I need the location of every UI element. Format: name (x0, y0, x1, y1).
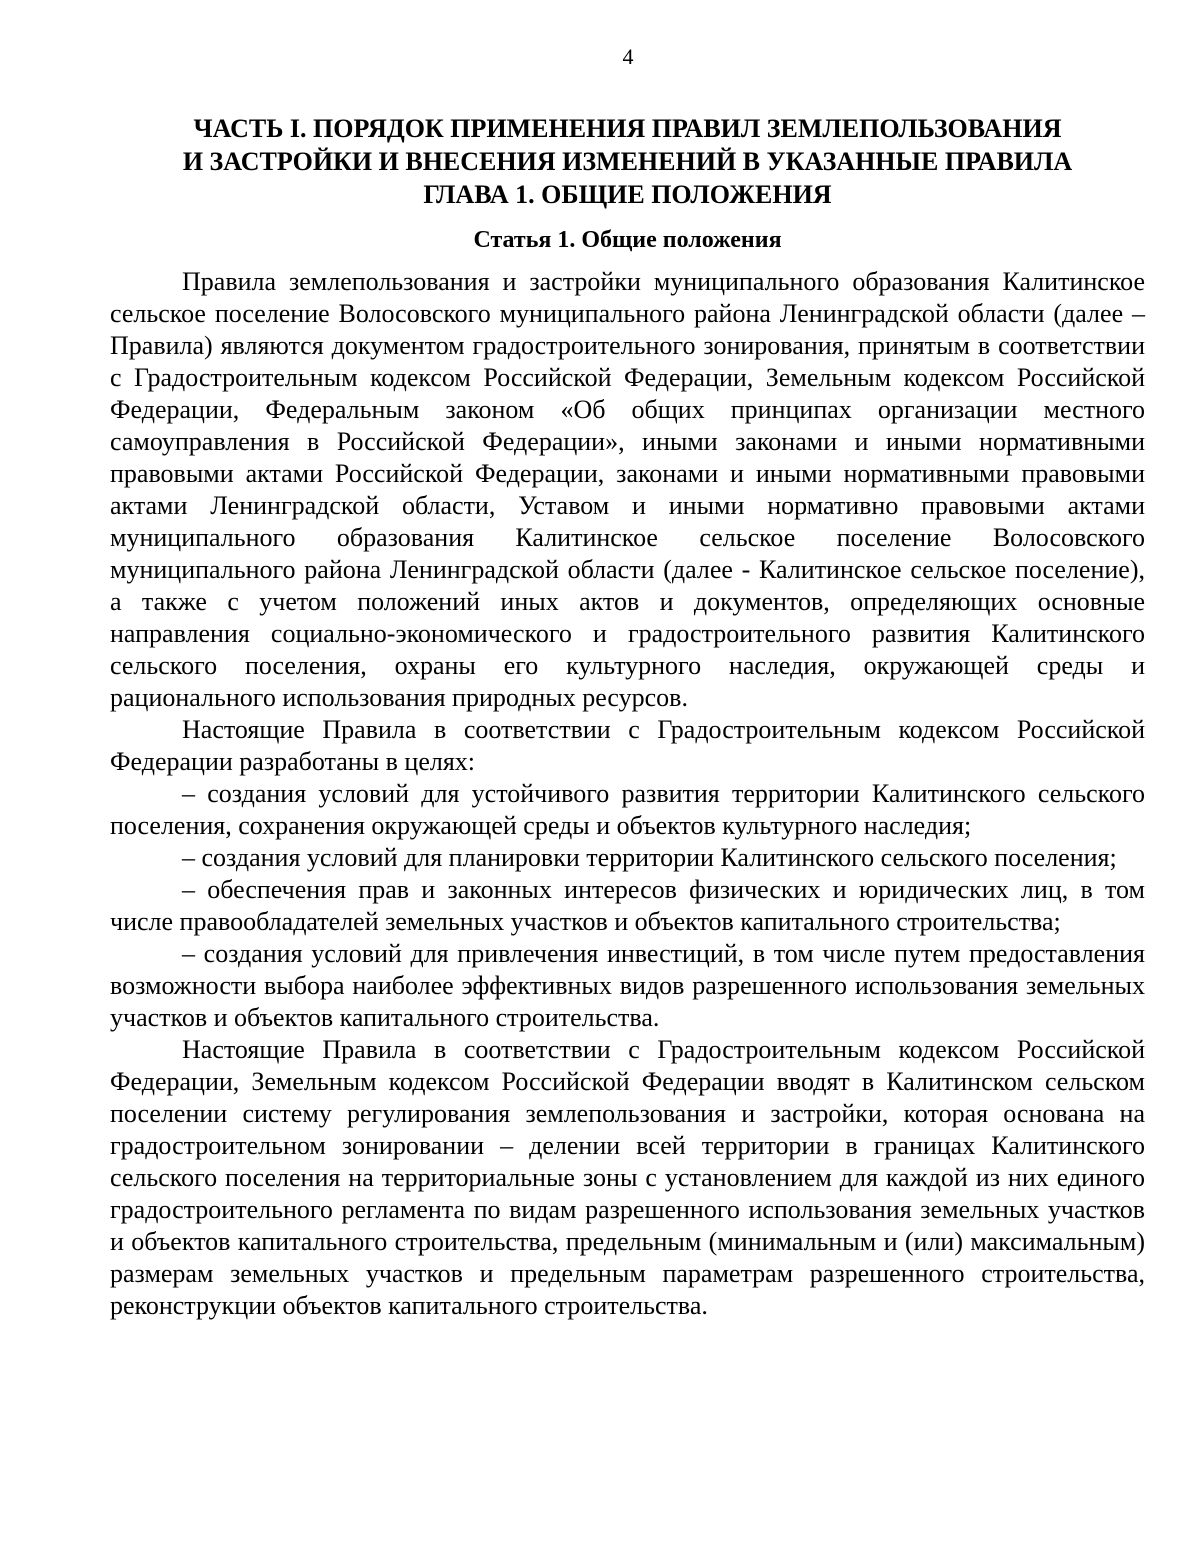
list-item-sustainable-development: – создания условий для устойчивого развития территории Калитинского сельского поселения, сохранения окружающей среды и объектов культурного наследия; (110, 779, 1145, 840)
list-item-territory-planning: – создания условий для планировки территории Калитинского сельского поселения; (182, 843, 1117, 872)
part-heading (110, 112, 1145, 211)
page-number: 4 (622, 44, 634, 69)
list-item-rights-protection: – обеспечения прав и законных интересов физических и юридических лиц, в том числе правообладателей земельных участков и объектов капитального строительства; (110, 875, 1145, 936)
chapter-title: ГЛАВА 1. ОБЩИЕ ПОЛОЖЕНИЯ (423, 180, 832, 209)
article-title: Статья 1. Общие положения (473, 227, 782, 253)
list-item-investment-conditions: – создания условий для привлечения инвестиций, в том числе путем предоставления возможности выбора наиболее эффективных видов разрешенного использования земельных участков и объектов капитального строительства. (110, 939, 1145, 1032)
part-title-line-2: И ЗАСТРОЙКИ И ВНЕСЕНИЯ ИЗМЕНЕНИЙ В УКАЗАННЫЕ ПРАВИЛА (182, 147, 1073, 176)
paragraph-purposes-intro: Настоящие Правила в соответствии с Градостроительным кодексом Российской Федерации разработаны в целях: (110, 715, 1145, 776)
part-title-line-1: ЧАСТЬ I. ПОРЯДОК ПРИМЕНЕНИЯ ПРАВИЛ ЗЕМЛЕПОЛЬЗОВАНИЯ (193, 114, 1062, 143)
paragraph-rules-definition: Правила землепользования и застройки муниципального образования Калитинское сельское поселение Волосовского муниципального района Ленинградской области (далее – Правила) являются документом градостроительного зонирования, принятым в соответствии с Градостроительным кодексом Российской Федерации, Земельным кодексом Российской Федерации, Федеральным законом «Об общих принципах организации местного самоуправления в Российской Федерации», иными законами и иными нормативными правовыми актами Российской Федерации, законами и иными нормативными правовыми актами Ленинградской области, Уставом и иными нормативно правовыми актами муниципального образования Калитинское сельское поселение Волосовского муниципального района Ленинградской области (далее - Калитинское сельское поселение), а также с учетом положений иных актов и документов, определяющих основные направления социально-экономического и градостроительного развития Калитинского сельского поселения, охраны его культурного наследия, окружающей среды и рационального использования природных ресурсов. (110, 267, 1145, 712)
paragraph-regulation-system: Настоящие Правила в соответствии с Градостроительным кодексом Российской Федерации, Земельным кодексом Российской Федерации вводят в Калитинском сельском поселении систему регулирования землепользования и застройки, которая основана на градостроительном зонировании – делении всей территории в границах Калитинского сельского поселения на территориальные зоны с установлением для каждой из них единого градостроительного регламента по видам разрешенного использования земельных участков и объектов капитального строительства, предельным (минимальным и (или) максимальным) размерам земельных участков и предельным параметрам разрешенного строительства, реконструкции объектов капитального строительства. (110, 1035, 1145, 1320)
article-body (110, 266, 1145, 1322)
